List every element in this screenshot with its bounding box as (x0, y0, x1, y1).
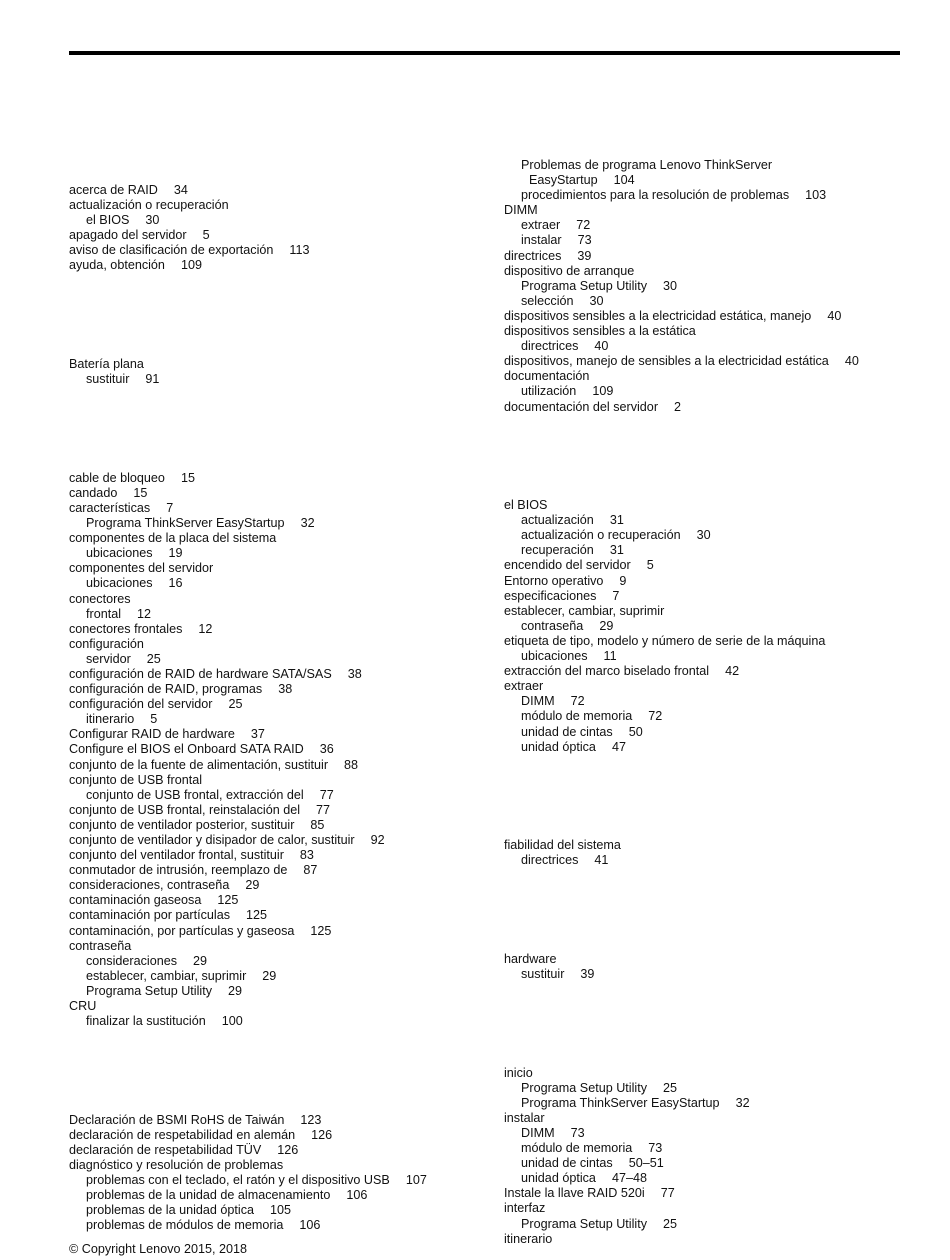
index-term: Configure el BIOS el Onboard SATA RAID (69, 742, 304, 757)
index-term: DIMM (521, 694, 555, 709)
index-entry (504, 309, 934, 324)
page-reference: 32 (735, 1095, 750, 1110)
index-term: selección (521, 293, 574, 308)
index-subentry (69, 607, 499, 622)
page-reference: 88 (344, 757, 359, 772)
index-term: Programa Setup Utility (521, 1080, 647, 1095)
page-reference: 32 (300, 516, 315, 531)
index-term: instalar (504, 1110, 545, 1125)
index-term: Programa ThinkServer EasyStartup (521, 1095, 720, 1110)
index-entry (69, 803, 499, 818)
index-entry (69, 531, 499, 546)
index-term: acerca de RAID (69, 183, 158, 197)
page-reference: 106 (299, 1218, 321, 1233)
index-term: Programa Setup Utility (521, 1216, 647, 1231)
index-entry (69, 592, 499, 607)
index-term: problemas con el teclado, el ratón y el dispositivo USB (86, 1173, 390, 1188)
page-reference: 31 (609, 543, 624, 558)
page-reference: 9 (619, 573, 627, 588)
index-term: documentación (504, 369, 590, 384)
index-term: conjunto de ventilador y disipador de calor, sustituir (69, 833, 355, 847)
index-subentry (504, 725, 934, 740)
page-reference: 29 (193, 953, 208, 968)
index-subentry (69, 954, 499, 969)
index-subentry (69, 652, 499, 667)
index-term: contaminación, por partículas y gaseosa (69, 923, 295, 938)
index-term: declaración de respetabilidad TÜV (69, 1142, 262, 1157)
index-subentry (504, 709, 934, 724)
index-term: etiqueta de tipo, modelo y número de serie de la máquina (504, 633, 826, 648)
page-reference: 29 (245, 878, 260, 893)
letter-group-gap (504, 755, 934, 839)
index-column-left (69, 183, 499, 1233)
index-subentry (504, 543, 934, 558)
index-entry (504, 354, 934, 369)
index-term: sustituir (521, 966, 565, 981)
index-subentry (504, 528, 934, 543)
index-entry (69, 258, 499, 273)
index-term: problemas de la unidad óptica (86, 1203, 255, 1218)
index-subentry (504, 279, 934, 294)
index-term: dispositivos, manejo de sensibles a la electricidad estática (504, 354, 829, 369)
page-reference: 73 (648, 1141, 663, 1156)
page-reference: 29 (262, 968, 277, 983)
page-reference: 39 (580, 966, 595, 981)
page-reference: 38 (278, 682, 293, 697)
index-term: Configurar RAID de hardware (69, 727, 235, 742)
index-term: documentación del servidor (504, 399, 659, 414)
index-entry (69, 758, 499, 773)
index-term: conjunto de USB frontal (69, 772, 203, 787)
index-term: Declaración de BSMI RoHS de Taiwán (69, 1112, 285, 1127)
page-reference: 12 (198, 621, 213, 636)
index-subentry (504, 1171, 934, 1186)
index-entry (69, 999, 499, 1014)
index-subentry (69, 516, 499, 531)
index-term: directrices (521, 339, 579, 354)
page-reference: 126 (277, 1142, 299, 1157)
index-entry (69, 893, 499, 908)
letter-group-gap (504, 868, 934, 952)
index-subentry (504, 853, 934, 868)
index-term: conjunto de ventilador posterior, sustituir (69, 817, 295, 832)
index-term: actualización o recuperación (521, 528, 681, 543)
index-subentry (504, 158, 934, 173)
index-entry (69, 818, 499, 833)
page-reference: 100 (221, 1014, 243, 1029)
index-term: hardware (504, 951, 557, 966)
page-reference: 40 (827, 308, 842, 323)
index-subentry (504, 384, 934, 399)
index-subentry (69, 1188, 499, 1203)
index-term: extracción del marco biselado frontal (504, 664, 710, 679)
index-term: extraer (504, 679, 544, 694)
index-entry (69, 1128, 499, 1143)
page-reference: 7 (166, 500, 174, 515)
index-subentry (69, 1014, 499, 1029)
index-term: unidad óptica (521, 739, 596, 754)
page-reference: 126 (311, 1127, 333, 1142)
index-term: instalar (521, 233, 562, 248)
index-subentry (504, 1141, 934, 1156)
index-subentry (504, 649, 934, 664)
page-reference: 87 (303, 863, 318, 878)
index-entry (69, 742, 499, 757)
index-term: DIMM (521, 1125, 555, 1140)
page-reference: 30 (145, 213, 160, 228)
page-reference: 29 (228, 983, 243, 998)
index-subentry (69, 372, 499, 387)
index-term: contraseña (69, 938, 132, 953)
index-subentry (504, 619, 934, 634)
page-reference: 103 (805, 188, 827, 203)
page-reference: 50–51 (628, 1156, 664, 1171)
index-term: apagado del servidor (69, 228, 187, 243)
index-entry (69, 471, 499, 486)
page-reference: 91 (145, 372, 160, 387)
page-reference: 31 (609, 513, 624, 528)
index-entry (69, 183, 499, 198)
page-reference: 30 (589, 293, 604, 308)
page-reference: 123 (300, 1112, 322, 1127)
index-term: el BIOS (504, 498, 548, 513)
index-term: ubicaciones (86, 576, 153, 591)
index-entry (504, 1066, 934, 1081)
index-term: directrices (504, 248, 562, 263)
index-entry (504, 1232, 934, 1247)
index-term: conectores (69, 591, 131, 606)
page-reference: 41 (594, 853, 609, 868)
page-reference: 25 (228, 697, 243, 712)
index-entry (504, 1201, 934, 1216)
index-term: Problemas de programa Lenovo ThinkServer (521, 158, 773, 172)
index-entry (504, 664, 934, 679)
index-entry (69, 1143, 499, 1158)
index-subentry (69, 576, 499, 591)
letter-group-gap (69, 387, 499, 471)
index-subentry (69, 1203, 499, 1218)
index-entry (69, 833, 499, 848)
index-entry (69, 501, 499, 516)
index-term: diagnóstico y resolución de problemas (69, 1158, 284, 1172)
page-reference: 11 (603, 649, 617, 664)
index-entry (504, 589, 934, 604)
page-reference: 2 (674, 399, 682, 414)
index-subentry (504, 1126, 934, 1141)
index-entry (504, 264, 934, 279)
page-reference: 38 (347, 666, 362, 681)
page-reference: 107 (405, 1173, 427, 1188)
index-subentry (69, 1173, 499, 1188)
index-term: Programa Setup Utility (86, 983, 212, 998)
page-reference: 7 (612, 588, 620, 603)
page-reference: 40 (594, 339, 609, 354)
page-reference: 125 (217, 893, 239, 908)
page-reference: 40 (844, 354, 859, 369)
index-term: conjunto de la fuente de alimentación, sustituir (69, 757, 329, 772)
index-term: unidad óptica (521, 1171, 596, 1186)
index-term: frontal (86, 606, 122, 621)
index-entry (504, 604, 934, 619)
page-reference: 125 (246, 908, 268, 923)
index-term: especificaciones (504, 588, 597, 603)
index-term: finalizar la sustitución (86, 1014, 206, 1029)
index-term: itinerario (86, 712, 135, 727)
index-entry (504, 1111, 934, 1126)
index-entry (504, 249, 934, 264)
index-subentry (504, 339, 934, 354)
index-entry (69, 637, 499, 652)
copyright-notice: © Copyright Lenovo 2015, 2018 (69, 1242, 248, 1256)
index-subentry (504, 694, 934, 709)
page-reference: 12 (137, 606, 152, 621)
index-term: servidor (86, 651, 131, 666)
index-term: declaración de respetabilidad en alemán (69, 1127, 296, 1142)
index-term: contaminación por partículas (69, 908, 231, 923)
index-term: actualización o recuperación (69, 198, 229, 213)
index-term: componentes de la placa del sistema (69, 531, 277, 546)
index-term: configuración de RAID de hardware SATA/SAS (69, 666, 332, 681)
index-subentry (504, 173, 934, 188)
index-term: componentes del servidor (69, 561, 214, 576)
page-reference: 19 (168, 546, 183, 561)
index-subentry (504, 188, 934, 203)
page-reference: 125 (310, 923, 332, 938)
index-term: problemas de módulos de memoria (86, 1218, 284, 1233)
index-term: directrices (521, 853, 579, 868)
page-reference: 106 (346, 1188, 368, 1203)
index-term: ubicaciones (86, 546, 153, 561)
index-term: extraer (521, 218, 561, 233)
page-reference: 25 (663, 1216, 678, 1231)
index-term: configuración de RAID, programas (69, 682, 263, 697)
index-term: Programa ThinkServer EasyStartup (86, 516, 285, 531)
index-subentry (69, 712, 499, 727)
index-entry (69, 848, 499, 863)
index-term: módulo de memoria (521, 709, 633, 724)
index-term: encendido del servidor (504, 558, 631, 573)
index-subentry (504, 513, 934, 528)
index-term: contaminación gaseosa (69, 893, 202, 908)
index-term: actualización (521, 513, 594, 528)
index-term: dispositivos sensibles a la estática (504, 324, 696, 339)
index-entry (69, 357, 499, 372)
index-entry (69, 561, 499, 576)
index-term: ayuda, obtención (69, 258, 165, 273)
page-reference: 39 (577, 248, 592, 263)
index-entry (504, 1186, 934, 1201)
index-term: consideraciones, contraseña (69, 878, 230, 893)
index-term: módulo de memoria (521, 1141, 633, 1156)
page-reference: 73 (570, 1125, 585, 1140)
index-term: aviso de clasificación de exportación (69, 243, 274, 258)
index-entry (69, 863, 499, 878)
index-term: unidad de cintas (521, 1156, 613, 1171)
index-subentry (504, 1096, 934, 1111)
index-subentry (69, 1218, 499, 1233)
index-entry (504, 324, 934, 339)
index-subentry (504, 218, 934, 233)
page-reference: 36 (319, 742, 334, 757)
index-term: configuración del servidor (69, 697, 213, 712)
index-term: candado (69, 485, 118, 500)
index-term: ubicaciones (521, 649, 588, 664)
index-term: Programa Setup Utility (521, 278, 647, 293)
index-entry (69, 773, 499, 788)
page-reference: 104 (613, 173, 635, 188)
index-term: contraseña (521, 618, 584, 633)
index-term: cable de bloqueo (69, 470, 165, 485)
index-subentry (69, 969, 499, 984)
index-entry (69, 908, 499, 923)
index-subentry (69, 546, 499, 561)
index-term: el BIOS (86, 213, 130, 228)
index-term: características (69, 500, 151, 515)
index-subentry (69, 984, 499, 999)
page-reference: 77 (316, 802, 331, 817)
index-entry (504, 400, 934, 415)
page-reference: 30 (663, 278, 678, 293)
index-entry (69, 486, 499, 501)
index-subentry (504, 294, 934, 309)
index-entry (504, 574, 934, 589)
index-term: establecer, cambiar, suprimir (86, 968, 247, 983)
index-term: Instale la llave RAID 520i (504, 1186, 645, 1201)
page-reference: 25 (663, 1080, 678, 1095)
index-subentry (504, 1217, 934, 1232)
index-subentry (69, 213, 499, 228)
page-reference: 25 (146, 651, 161, 666)
index-term: conmutador de intrusión, reemplazo de (69, 863, 288, 878)
index-subentry (504, 233, 934, 248)
index-term: conectores frontales (69, 621, 183, 636)
page-reference: 5 (202, 228, 210, 243)
index-entry (504, 634, 934, 649)
page-reference: 113 (289, 243, 310, 258)
index-term: interfaz (504, 1201, 546, 1216)
page-reference: 47 (611, 739, 626, 754)
index-term: unidad de cintas (521, 724, 613, 739)
index-entry (69, 1113, 499, 1128)
index-entry (69, 1158, 499, 1173)
page-reference: 42 (725, 664, 740, 679)
page-reference: 72 (648, 709, 663, 724)
index-term: dispositivos sensibles a la electricidad estática, manejo (504, 308, 812, 323)
index-term: conjunto de USB frontal, extracción del (86, 787, 304, 802)
page-reference: 5 (150, 712, 158, 727)
index-entry (504, 838, 934, 853)
page-reference: 77 (319, 787, 334, 802)
index-entry (69, 622, 499, 637)
index-term: DIMM (504, 203, 538, 218)
index-term: recuperación (521, 543, 594, 558)
page-reference: 77 (660, 1186, 675, 1201)
page-reference: 5 (646, 558, 654, 573)
index-term: itinerario (504, 1231, 553, 1246)
page-reference: 29 (599, 618, 614, 633)
page-reference: 50 (628, 724, 643, 739)
index-term: procedimientos para la resolución de problemas (521, 188, 790, 203)
page-reference: 83 (299, 848, 314, 863)
letter-group-gap (504, 982, 934, 1066)
letter-group-gap (69, 274, 499, 358)
index-entry (69, 228, 499, 243)
index-term: CRU (69, 999, 97, 1014)
index-subentry (504, 740, 934, 755)
index-entry (504, 369, 934, 384)
page-reference: 34 (173, 183, 188, 197)
index-subentry (504, 1081, 934, 1096)
page-reference: 72 (576, 218, 591, 233)
page-reference: 109 (180, 258, 202, 273)
index-entry (504, 952, 934, 967)
page-reference: 85 (310, 817, 325, 832)
index-entry (69, 697, 499, 712)
page-reference: 37 (250, 727, 265, 742)
page-reference: 30 (696, 528, 711, 543)
index-term: EasyStartup (529, 173, 598, 188)
index-entry (69, 243, 499, 258)
index-term: consideraciones (86, 953, 178, 968)
index-subentry (69, 788, 499, 803)
index-term: utilización (521, 384, 577, 399)
index-term: fiabilidad del sistema (504, 838, 621, 853)
index-entry (69, 727, 499, 742)
index-subentry (504, 967, 934, 982)
index-entry (504, 558, 934, 573)
page-reference: 16 (168, 576, 183, 591)
index-term: inicio (504, 1065, 533, 1080)
index-entry (69, 667, 499, 682)
index-term: establecer, cambiar, suprimir (504, 603, 665, 618)
letter-group-gap (69, 1029, 499, 1113)
page-reference: 105 (270, 1203, 292, 1218)
page-reference: 15 (180, 470, 195, 485)
index-subentry (504, 1156, 934, 1171)
letter-group-gap (504, 415, 934, 499)
page-reference: 109 (592, 384, 614, 399)
index-term: Batería plana (69, 357, 144, 372)
index-term: conjunto de USB frontal, reinstalación del (69, 802, 301, 817)
index-term: conjunto del ventilador frontal, sustituir (69, 848, 284, 863)
index-entry (504, 679, 934, 694)
top-rule (69, 51, 900, 55)
index-term: dispositivo de arranque (504, 263, 635, 278)
index-entry (504, 498, 934, 513)
index-entry (69, 878, 499, 893)
index-entry (69, 924, 499, 939)
index-column-right (504, 158, 934, 1247)
page-reference: 47–48 (611, 1171, 647, 1186)
index-term: Entorno operativo (504, 573, 604, 588)
page-reference: 72 (570, 694, 585, 709)
index-entry (69, 939, 499, 954)
index-entry (69, 682, 499, 697)
index-term: configuración (69, 636, 144, 651)
page-reference: 15 (133, 485, 148, 500)
index-term: problemas de la unidad de almacenamiento (86, 1188, 331, 1203)
index-term: sustituir (86, 372, 130, 387)
index-entry (69, 198, 499, 213)
page-reference: 92 (370, 833, 385, 847)
index-entry (504, 203, 934, 218)
page-reference: 73 (577, 233, 592, 248)
